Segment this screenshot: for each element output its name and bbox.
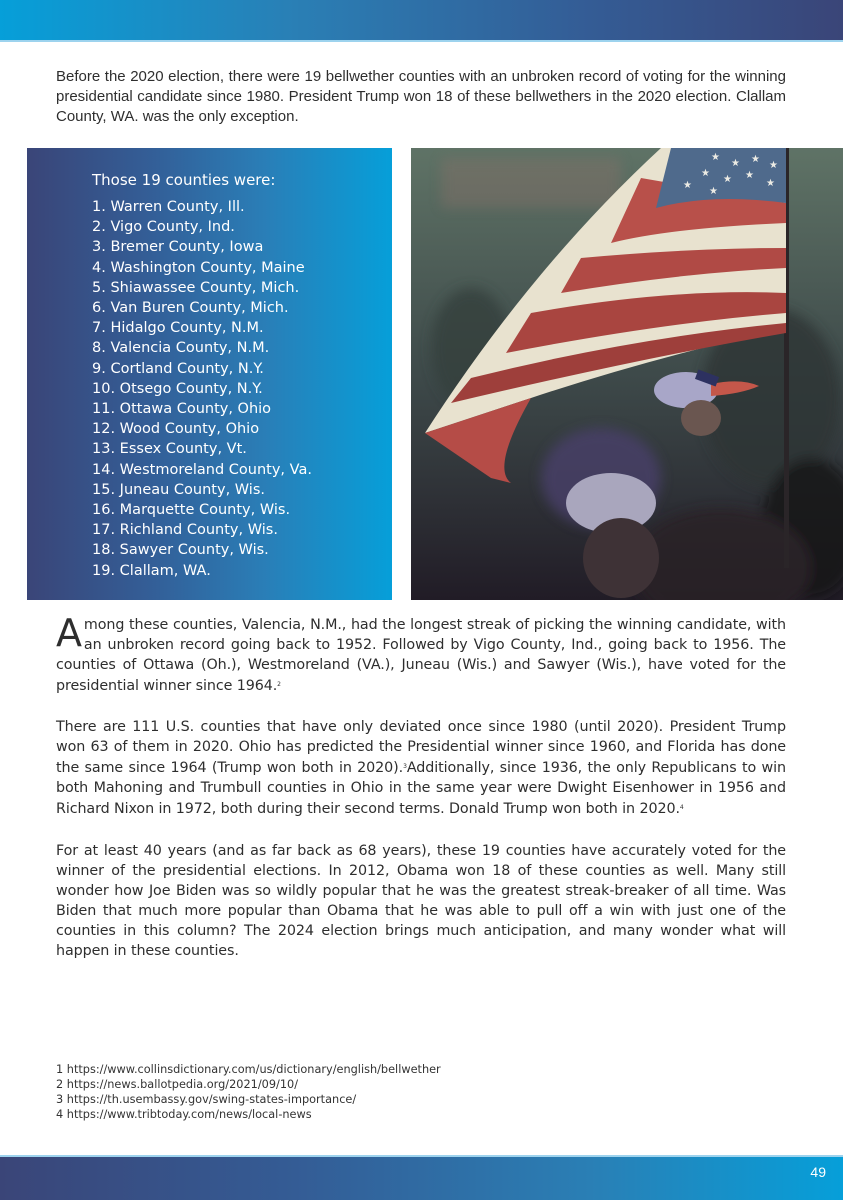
footer-bar [0,1155,843,1200]
footnotes-list [56,1062,441,1122]
county-list [92,197,312,581]
header-bar [0,0,843,42]
county-list-title: Those 19 counties were: [92,171,276,189]
svg-text:★: ★ [683,180,692,191]
drop-cap: A [56,611,82,655]
county-item: 4. Washington County, Maine [92,259,305,276]
svg-text:★: ★ [709,186,718,197]
county-item: 15. Juneau County, Wis. [92,481,266,498]
county-item: 5. Shiawassee County, Mich. [92,279,300,296]
footnote-item[interactable]: 4 https://www.tribtoday.com/news/local-news [56,1108,312,1121]
county-item: 8. Valencia County, N.M. [92,340,270,357]
svg-text:★: ★ [701,168,710,179]
svg-text:★: ★ [723,174,732,185]
footnote-ref[interactable]: 4 [679,804,684,811]
body-paragraph-1 [56,611,786,696]
american-flag-illustration [411,148,843,600]
footnote-item[interactable]: 2 https://news.ballotpedia.org/2021/09/10/ [56,1078,299,1091]
paragraph-text: Additionally, since 1936, the only Republicans to win both Mahoning and Trumbull counties in Ohio in the same year were Dwight Eisenhower in 1956 and Richard Nixon in 1972, both during their second terms. Donald Trump won both in 2020. [56,760,786,817]
county-item: 11. Ottawa County, Ohio [92,401,272,418]
svg-text:★: ★ [711,152,720,163]
paragraph-text: mong these counties, Valencia, N.M., had the longest streak of picking the winning candidate, with an unbroken record going back to 1952. Followed by Vigo County, Ind., going back to 1956. The counties of Ottawa (Oh.), Westmoreland (VA.), Juneau (Wis.) and Sawyer (Wis.), have voted for the presidential winner since 1964. [56,617,786,694]
county-list-box [27,148,392,600]
svg-text:★: ★ [751,154,760,165]
county-item: 18. Sawyer County, Wis. [92,542,269,559]
body-paragraph-3: For at least 40 years (and as far back as 68 years), these 19 counties have accurately voted for the winner of the presidential elections. In 2012, Obama won 18 of these counties as well. Many still wonder how Joe Biden was so wildly popular that he was the greatest streak-breaker of all time. Was Biden that much more popular than Obama that he was able to pull off a win with just one of the counties in this column? The 2024 election brings much anticipation, and many wonder what will happen in these counties. [56,843,786,959]
county-item: 17. Richland County, Wis. [92,522,278,539]
footnote-ref[interactable]: 3 [403,763,407,770]
county-item: 9. Cortland County, N.Y. [92,360,264,377]
page-number: 49 [810,1164,826,1180]
intro-paragraph: Before the 2020 election, there were 19 bellwether counties with an unbroken record of voting for the winning presidential candidate since 1980. President Trump won 18 of these bellwethers in the 2020 election. Clallam County, WA. was the only exception. [56,68,786,125]
county-item: 1. Warren County, Ill. [92,199,245,215]
county-item: 16. Marquette County, Wis. [92,502,291,519]
county-item: 14. Westmoreland County, Va. [92,461,312,478]
svg-text:★: ★ [731,158,740,169]
svg-text:★: ★ [769,160,778,171]
paragraph-text: There are 111 U.S. counties that have only deviated once since 1980 (until 2020). President Trump won 63 of them in 2020. Ohio has predicted the Presidential winner since 1960, and Florida has done the same since 1964 (Trump won both in 2020). [56,719,786,776]
body-paragraph-2 [56,717,786,819]
county-item: 6. Van Buren County, Mich. [92,300,289,317]
flag-crowd-photo [411,148,843,600]
footnote-item[interactable]: 1 https://www.collinsdictionary.com/us/dictionary/english/bellwether [56,1063,441,1076]
county-item: 2. Vigo County, Ind. [92,219,235,236]
county-item: 12. Wood County, Ohio [92,421,260,438]
footnote-item[interactable]: 3 https://th.usembassy.gov/swing-states-importance/ [56,1093,357,1106]
svg-text:★: ★ [766,178,775,189]
county-item: 13. Essex County, Vt. [92,441,247,458]
county-item: 10. Otsego County, N.Y. [92,380,263,397]
county-item: 3. Bremer County, Iowa [92,239,264,256]
svg-text:★: ★ [745,170,754,181]
county-item: 19. Clallam, WA. [92,562,211,579]
county-item: 7. Hidalgo County, N.M. [92,320,264,337]
footnote-ref[interactable]: 2 [277,681,281,688]
